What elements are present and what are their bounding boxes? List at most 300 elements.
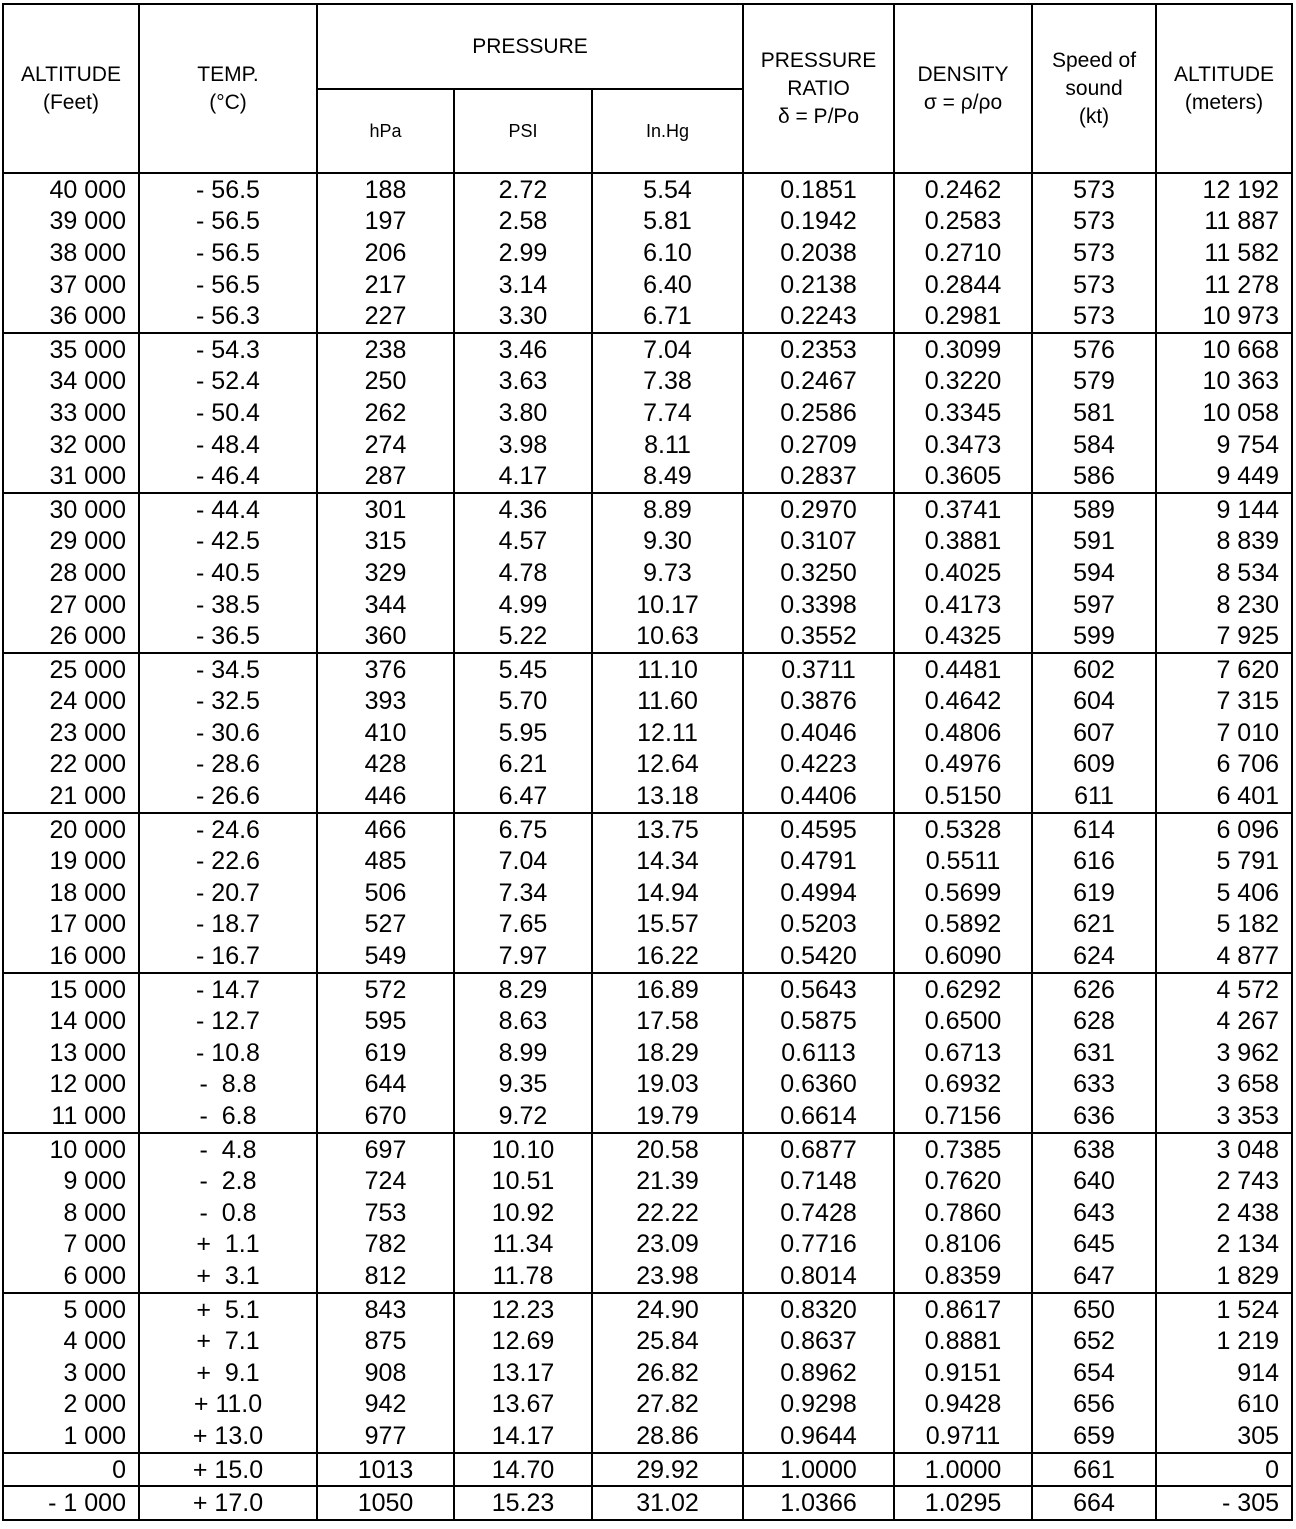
header-density — [894, 4, 1032, 173]
cell-altitude-feet: 8 000 — [3, 1197, 139, 1229]
table-row — [3, 173, 1292, 206]
cell-inhg: 31.02 — [592, 1486, 743, 1520]
cell-density: 0.8359 — [894, 1260, 1032, 1293]
cell-psi: 13.67 — [454, 1389, 592, 1421]
cell-hpa: 301 — [317, 493, 454, 526]
cell-altitude-feet: 32 000 — [3, 429, 139, 461]
cell-hpa: 466 — [317, 813, 454, 846]
cell-hpa: 644 — [317, 1069, 454, 1101]
cell-density: 0.9151 — [894, 1357, 1032, 1389]
cell-altitude-feet: 33 000 — [3, 397, 139, 429]
cell-hpa: 782 — [317, 1229, 454, 1261]
cell-speed-of-sound: 621 — [1032, 909, 1156, 941]
cell-pressure-ratio: 1.0366 — [743, 1486, 894, 1520]
cell-altitude-feet: - 1 000 — [3, 1486, 139, 1520]
header-altitude-meters-line2: (meters) — [1184, 90, 1264, 114]
cell-density: 0.3473 — [894, 429, 1032, 461]
cell-altitude-meters: 5 406 — [1156, 877, 1292, 909]
cell-temp: - 44.4 — [139, 493, 317, 526]
cell-inhg: 7.38 — [592, 366, 743, 398]
cell-altitude-feet: 14 000 — [3, 1005, 139, 1037]
header-temp-line1: TEMP. — [197, 62, 259, 86]
cell-psi: 12.69 — [454, 1325, 592, 1357]
cell-inhg: 5.54 — [592, 173, 743, 206]
cell-hpa: 485 — [317, 845, 454, 877]
cell-altitude-feet: 4 000 — [3, 1325, 139, 1357]
cell-temp: - 48.4 — [139, 429, 317, 461]
cell-temp: - 16.7 — [139, 940, 317, 973]
table-row — [3, 1453, 1292, 1487]
cell-density: 0.2462 — [894, 173, 1032, 206]
cell-inhg: 19.03 — [592, 1069, 743, 1101]
table-row — [3, 1325, 1292, 1357]
cell-temp: - 24.6 — [139, 813, 317, 846]
cell-density: 0.4325 — [894, 620, 1032, 653]
cell-speed-of-sound: 573 — [1032, 237, 1156, 269]
cell-inhg: 6.71 — [592, 300, 743, 333]
cell-altitude-meters: 3 353 — [1156, 1100, 1292, 1133]
cell-density: 0.3220 — [894, 366, 1032, 398]
cell-altitude-feet: 7 000 — [3, 1229, 139, 1261]
cell-inhg: 9.30 — [592, 526, 743, 558]
table-row — [3, 1357, 1292, 1389]
table-row — [3, 686, 1292, 718]
table-row — [3, 973, 1292, 1006]
header-inhg: In.Hg — [592, 89, 743, 173]
cell-altitude-feet: 39 000 — [3, 206, 139, 238]
cell-altitude-feet: 15 000 — [3, 973, 139, 1006]
cell-psi: 6.47 — [454, 780, 592, 813]
cell-altitude-meters: 5 182 — [1156, 909, 1292, 941]
header-speed-line1: Speed of — [1051, 48, 1137, 72]
cell-hpa: 572 — [317, 973, 454, 1006]
cell-temp: - 2.8 — [139, 1165, 317, 1197]
cell-psi: 10.10 — [454, 1133, 592, 1166]
cell-temp: + 3.1 — [139, 1260, 317, 1293]
cell-pressure-ratio: 0.3552 — [743, 620, 894, 653]
table-row — [3, 1260, 1292, 1293]
cell-density: 0.3099 — [894, 333, 1032, 366]
cell-altitude-meters: 8 839 — [1156, 526, 1292, 558]
cell-altitude-feet: 12 000 — [3, 1069, 139, 1101]
cell-pressure-ratio: 0.8320 — [743, 1293, 894, 1326]
cell-psi: 4.57 — [454, 526, 592, 558]
table-row — [3, 1486, 1292, 1520]
cell-pressure-ratio: 0.8962 — [743, 1357, 894, 1389]
cell-altitude-meters: 3 048 — [1156, 1133, 1292, 1166]
header-density-line1: DENSITY — [917, 62, 1009, 86]
cell-inhg: 28.86 — [592, 1420, 743, 1453]
cell-altitude-feet: 19 000 — [3, 845, 139, 877]
cell-altitude-feet: 22 000 — [3, 749, 139, 781]
cell-altitude-meters: 11 582 — [1156, 237, 1292, 269]
cell-temp: + 5.1 — [139, 1293, 317, 1326]
cell-inhg: 6.10 — [592, 237, 743, 269]
cell-hpa: 315 — [317, 526, 454, 558]
cell-pressure-ratio: 0.5420 — [743, 940, 894, 973]
cell-inhg: 7.74 — [592, 397, 743, 429]
cell-temp: - 36.5 — [139, 620, 317, 653]
cell-inhg: 8.11 — [592, 429, 743, 461]
cell-altitude-feet: 20 000 — [3, 813, 139, 846]
cell-inhg: 12.64 — [592, 749, 743, 781]
cell-altitude-meters: 8 534 — [1156, 557, 1292, 589]
cell-altitude-feet: 37 000 — [3, 269, 139, 301]
cell-density: 0.5892 — [894, 909, 1032, 941]
cell-altitude-meters: 2 743 — [1156, 1165, 1292, 1197]
cell-speed-of-sound: 628 — [1032, 1005, 1156, 1037]
table-row — [3, 845, 1292, 877]
cell-inhg: 8.49 — [592, 460, 743, 493]
cell-psi: 7.65 — [454, 909, 592, 941]
cell-pressure-ratio: 0.5203 — [743, 909, 894, 941]
cell-hpa: 843 — [317, 1293, 454, 1326]
cell-inhg: 10.17 — [592, 589, 743, 621]
cell-psi: 6.21 — [454, 749, 592, 781]
cell-temp: - 46.4 — [139, 460, 317, 493]
cell-hpa: 360 — [317, 620, 454, 653]
cell-temp: - 22.6 — [139, 845, 317, 877]
cell-speed-of-sound: 640 — [1032, 1165, 1156, 1197]
cell-temp: + 9.1 — [139, 1357, 317, 1389]
cell-hpa: 344 — [317, 589, 454, 621]
cell-density: 0.7620 — [894, 1165, 1032, 1197]
table-row — [3, 366, 1292, 398]
cell-speed-of-sound: 576 — [1032, 333, 1156, 366]
table-row — [3, 460, 1292, 493]
table-row — [3, 940, 1292, 973]
header-pressure-ratio-line1: PRESSURE — [760, 48, 877, 72]
cell-hpa: 724 — [317, 1165, 454, 1197]
cell-density: 0.2710 — [894, 237, 1032, 269]
cell-temp: - 0.8 — [139, 1197, 317, 1229]
cell-altitude-meters: 3 962 — [1156, 1037, 1292, 1069]
cell-speed-of-sound: 589 — [1032, 493, 1156, 526]
cell-altitude-feet: 17 000 — [3, 909, 139, 941]
header-hpa: hPa — [317, 89, 454, 173]
cell-psi: 3.80 — [454, 397, 592, 429]
cell-density: 0.8881 — [894, 1325, 1032, 1357]
cell-hpa: 188 — [317, 173, 454, 206]
cell-inhg: 6.40 — [592, 269, 743, 301]
cell-temp: - 8.8 — [139, 1069, 317, 1101]
header-altitude-meters-line1: ALTITUDE — [1174, 62, 1274, 86]
cell-pressure-ratio: 0.3398 — [743, 589, 894, 621]
header-altitude-meters — [1156, 4, 1292, 173]
cell-altitude-meters: 305 — [1156, 1420, 1292, 1453]
cell-density: 0.7860 — [894, 1197, 1032, 1229]
cell-hpa: 753 — [317, 1197, 454, 1229]
cell-altitude-meters: 610 — [1156, 1389, 1292, 1421]
cell-temp: - 18.7 — [139, 909, 317, 941]
header-altitude-feet-line1: ALTITUDE — [21, 62, 121, 86]
cell-altitude-feet: 26 000 — [3, 620, 139, 653]
cell-altitude-meters: 11 278 — [1156, 269, 1292, 301]
cell-temp: - 42.5 — [139, 526, 317, 558]
cell-psi: 10.51 — [454, 1165, 592, 1197]
cell-psi: 9.35 — [454, 1069, 592, 1101]
table-header — [3, 4, 1292, 173]
cell-pressure-ratio: 0.6614 — [743, 1100, 894, 1133]
cell-altitude-feet: 9 000 — [3, 1165, 139, 1197]
cell-psi: 7.34 — [454, 877, 592, 909]
table-row — [3, 780, 1292, 813]
cell-speed-of-sound: 650 — [1032, 1293, 1156, 1326]
cell-speed-of-sound: 614 — [1032, 813, 1156, 846]
cell-hpa: 670 — [317, 1100, 454, 1133]
cell-psi: 13.17 — [454, 1357, 592, 1389]
cell-pressure-ratio: 0.2709 — [743, 429, 894, 461]
cell-inhg: 17.58 — [592, 1005, 743, 1037]
cell-psi: 5.70 — [454, 686, 592, 718]
cell-temp: - 56.5 — [139, 173, 317, 206]
cell-altitude-meters: 5 791 — [1156, 845, 1292, 877]
table-row — [3, 653, 1292, 686]
cell-psi: 3.63 — [454, 366, 592, 398]
cell-density: 0.9428 — [894, 1389, 1032, 1421]
table-row — [3, 1165, 1292, 1197]
cell-hpa: 393 — [317, 686, 454, 718]
cell-altitude-meters: 6 401 — [1156, 780, 1292, 813]
cell-density: 0.6090 — [894, 940, 1032, 973]
cell-altitude-feet: 30 000 — [3, 493, 139, 526]
cell-speed-of-sound: 609 — [1032, 749, 1156, 781]
cell-inhg: 25.84 — [592, 1325, 743, 1357]
cell-inhg: 26.82 — [592, 1357, 743, 1389]
table-row — [3, 1100, 1292, 1133]
header-pressure: PRESSURE — [317, 4, 743, 89]
cell-density: 0.2583 — [894, 206, 1032, 238]
cell-altitude-feet: 40 000 — [3, 173, 139, 206]
cell-pressure-ratio: 0.6877 — [743, 1133, 894, 1166]
cell-temp: - 40.5 — [139, 557, 317, 589]
cell-density: 0.4806 — [894, 717, 1032, 749]
cell-temp: + 15.0 — [139, 1453, 317, 1487]
table-row — [3, 589, 1292, 621]
cell-speed-of-sound: 654 — [1032, 1357, 1156, 1389]
cell-psi: 12.23 — [454, 1293, 592, 1326]
cell-density: 0.5511 — [894, 845, 1032, 877]
cell-inhg: 9.73 — [592, 557, 743, 589]
cell-inhg: 19.79 — [592, 1100, 743, 1133]
table-row — [3, 749, 1292, 781]
cell-temp: - 28.6 — [139, 749, 317, 781]
cell-altitude-meters: 4 877 — [1156, 940, 1292, 973]
cell-temp: - 56.5 — [139, 206, 317, 238]
cell-temp: - 56.5 — [139, 237, 317, 269]
cell-temp: - 30.6 — [139, 717, 317, 749]
table-row — [3, 300, 1292, 333]
cell-pressure-ratio: 0.2038 — [743, 237, 894, 269]
cell-pressure-ratio: 0.7716 — [743, 1229, 894, 1261]
cell-pressure-ratio: 0.5875 — [743, 1005, 894, 1037]
cell-inhg: 11.10 — [592, 653, 743, 686]
cell-psi: 4.17 — [454, 460, 592, 493]
cell-psi: 14.70 — [454, 1453, 592, 1487]
cell-psi: 9.72 — [454, 1100, 592, 1133]
cell-pressure-ratio: 0.4791 — [743, 845, 894, 877]
cell-inhg: 14.34 — [592, 845, 743, 877]
cell-hpa: 206 — [317, 237, 454, 269]
cell-density: 0.3881 — [894, 526, 1032, 558]
cell-hpa: 908 — [317, 1357, 454, 1389]
cell-psi: 4.36 — [454, 493, 592, 526]
cell-pressure-ratio: 0.2970 — [743, 493, 894, 526]
cell-temp: + 17.0 — [139, 1486, 317, 1520]
cell-inhg: 21.39 — [592, 1165, 743, 1197]
table-row — [3, 909, 1292, 941]
cell-altitude-feet: 0 — [3, 1453, 139, 1487]
cell-temp: - 6.8 — [139, 1100, 317, 1133]
cell-inhg: 13.75 — [592, 813, 743, 846]
cell-speed-of-sound: 626 — [1032, 973, 1156, 1006]
cell-speed-of-sound: 581 — [1032, 397, 1156, 429]
cell-density: 0.3605 — [894, 460, 1032, 493]
cell-altitude-meters: 2 438 — [1156, 1197, 1292, 1229]
table-row — [3, 1293, 1292, 1326]
cell-density: 0.6713 — [894, 1037, 1032, 1069]
cell-psi: 8.99 — [454, 1037, 592, 1069]
cell-speed-of-sound: 656 — [1032, 1389, 1156, 1421]
cell-inhg: 11.60 — [592, 686, 743, 718]
cell-altitude-meters: 914 — [1156, 1357, 1292, 1389]
cell-hpa: 329 — [317, 557, 454, 589]
cell-altitude-meters: 1 829 — [1156, 1260, 1292, 1293]
cell-altitude-feet: 11 000 — [3, 1100, 139, 1133]
cell-pressure-ratio: 0.9644 — [743, 1420, 894, 1453]
cell-psi: 4.78 — [454, 557, 592, 589]
cell-inhg: 8.89 — [592, 493, 743, 526]
cell-speed-of-sound: 631 — [1032, 1037, 1156, 1069]
cell-pressure-ratio: 0.2467 — [743, 366, 894, 398]
cell-psi: 2.72 — [454, 173, 592, 206]
cell-altitude-feet: 34 000 — [3, 366, 139, 398]
cell-speed-of-sound: 594 — [1032, 557, 1156, 589]
cell-altitude-feet: 35 000 — [3, 333, 139, 366]
cell-pressure-ratio: 0.2243 — [743, 300, 894, 333]
cell-temp: + 13.0 — [139, 1420, 317, 1453]
cell-hpa: 549 — [317, 940, 454, 973]
cell-temp: - 50.4 — [139, 397, 317, 429]
cell-altitude-meters: 6 096 — [1156, 813, 1292, 846]
cell-altitude-meters: 7 620 — [1156, 653, 1292, 686]
cell-inhg: 22.22 — [592, 1197, 743, 1229]
cell-density: 1.0000 — [894, 1453, 1032, 1487]
cell-inhg: 10.63 — [592, 620, 743, 653]
cell-pressure-ratio: 0.6360 — [743, 1069, 894, 1101]
cell-pressure-ratio: 0.3711 — [743, 653, 894, 686]
cell-density: 0.6500 — [894, 1005, 1032, 1037]
table-row — [3, 717, 1292, 749]
cell-altitude-feet: 23 000 — [3, 717, 139, 749]
cell-speed-of-sound: 616 — [1032, 845, 1156, 877]
cell-pressure-ratio: 0.4046 — [743, 717, 894, 749]
cell-temp: + 11.0 — [139, 1389, 317, 1421]
cell-density: 0.8617 — [894, 1293, 1032, 1326]
cell-inhg: 24.90 — [592, 1293, 743, 1326]
cell-altitude-meters: - 305 — [1156, 1486, 1292, 1520]
cell-altitude-meters: 3 658 — [1156, 1069, 1292, 1101]
cell-inhg: 7.04 — [592, 333, 743, 366]
cell-psi: 10.92 — [454, 1197, 592, 1229]
cell-temp: + 1.1 — [139, 1229, 317, 1261]
cell-density: 0.5699 — [894, 877, 1032, 909]
cell-altitude-meters: 4 267 — [1156, 1005, 1292, 1037]
cell-density: 0.4173 — [894, 589, 1032, 621]
cell-altitude-meters: 6 706 — [1156, 749, 1292, 781]
cell-altitude-meters: 0 — [1156, 1453, 1292, 1487]
cell-psi: 8.29 — [454, 973, 592, 1006]
cell-pressure-ratio: 0.2837 — [743, 460, 894, 493]
cell-psi: 3.98 — [454, 429, 592, 461]
cell-psi: 3.14 — [454, 269, 592, 301]
cell-density: 0.9711 — [894, 1420, 1032, 1453]
cell-speed-of-sound: 584 — [1032, 429, 1156, 461]
table-row — [3, 813, 1292, 846]
cell-altitude-meters: 11 887 — [1156, 206, 1292, 238]
cell-speed-of-sound: 579 — [1032, 366, 1156, 398]
cell-hpa: 428 — [317, 749, 454, 781]
cell-altitude-feet: 1 000 — [3, 1420, 139, 1453]
cell-altitude-meters: 2 134 — [1156, 1229, 1292, 1261]
cell-psi: 2.58 — [454, 206, 592, 238]
header-speed-line2: sound — [1065, 76, 1123, 100]
cell-hpa: 619 — [317, 1037, 454, 1069]
cell-speed-of-sound: 636 — [1032, 1100, 1156, 1133]
cell-pressure-ratio: 1.0000 — [743, 1453, 894, 1487]
cell-temp: - 32.5 — [139, 686, 317, 718]
cell-inhg: 18.29 — [592, 1037, 743, 1069]
cell-hpa: 977 — [317, 1420, 454, 1453]
cell-speed-of-sound: 611 — [1032, 780, 1156, 813]
table-row — [3, 1420, 1292, 1453]
cell-speed-of-sound: 645 — [1032, 1229, 1156, 1261]
standard-atmosphere-table — [2, 3, 1293, 1521]
cell-hpa: 446 — [317, 780, 454, 813]
cell-temp: - 26.6 — [139, 780, 317, 813]
cell-altitude-meters: 9 754 — [1156, 429, 1292, 461]
cell-pressure-ratio: 0.8637 — [743, 1325, 894, 1357]
cell-density: 0.5150 — [894, 780, 1032, 813]
cell-speed-of-sound: 664 — [1032, 1486, 1156, 1520]
cell-inhg: 16.89 — [592, 973, 743, 1006]
table-row — [3, 1197, 1292, 1229]
table-body — [3, 173, 1292, 1520]
cell-hpa: 376 — [317, 653, 454, 686]
cell-pressure-ratio: 0.2586 — [743, 397, 894, 429]
cell-psi: 14.17 — [454, 1420, 592, 1453]
cell-altitude-feet: 13 000 — [3, 1037, 139, 1069]
header-psi: PSI — [454, 89, 592, 173]
cell-hpa: 274 — [317, 429, 454, 461]
table-row — [3, 429, 1292, 461]
header-pressure-ratio — [743, 4, 894, 173]
header-speed-of-sound — [1032, 4, 1156, 173]
table-row — [3, 1069, 1292, 1101]
cell-psi: 4.99 — [454, 589, 592, 621]
cell-density: 0.3741 — [894, 493, 1032, 526]
cell-altitude-feet: 6 000 — [3, 1260, 139, 1293]
table-row — [3, 1005, 1292, 1037]
cell-speed-of-sound: 659 — [1032, 1420, 1156, 1453]
cell-temp: - 20.7 — [139, 877, 317, 909]
cell-pressure-ratio: 0.4994 — [743, 877, 894, 909]
cell-altitude-feet: 21 000 — [3, 780, 139, 813]
table-row — [3, 206, 1292, 238]
table-row — [3, 620, 1292, 653]
cell-altitude-feet: 31 000 — [3, 460, 139, 493]
cell-pressure-ratio: 0.9298 — [743, 1389, 894, 1421]
